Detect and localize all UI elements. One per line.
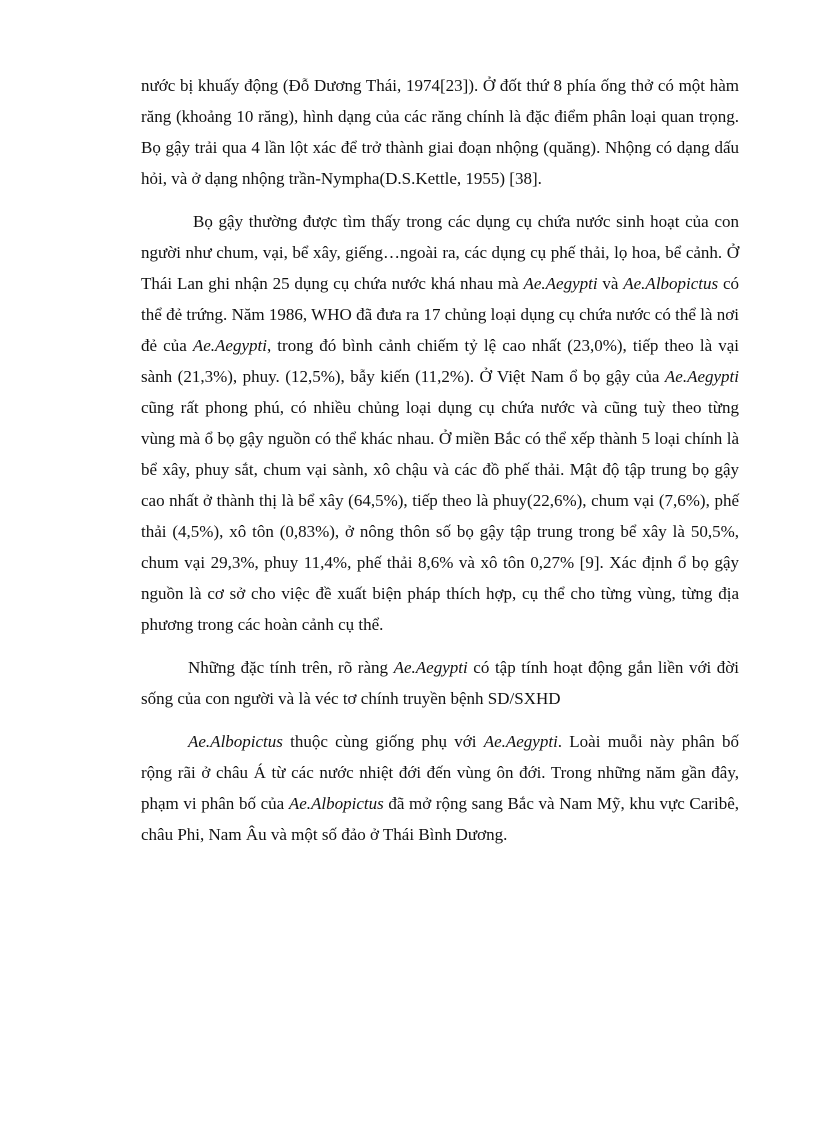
species-name: Ae.Albopictus [288, 794, 384, 813]
text-segment: cũng rất phong phú, có nhiều chủng loại dụng cụ chứa nước và cũng tuỳ theo từng vùng mà ổ bọ gậy nguồn có thể khác nhau. Ở miền Bắc có thể xếp thành 5 loại chính là bể xây, phuy sắt, chum vại sành, xô chậu và các đồ phế thải. Mật độ tập trung bọ gậy cao nhất ở thành thị là bể xây (64,5%), tiếp theo là phuy(22,6%), chum vại (7,6%), phế thải (4,5%), xô tôn (0,83%), ở nông thôn số bọ gậy tập trung trong bể xây là 50,5%, chum vại 29,3%, phuy 11,4%, phế thải 8,6% và xô tôn 0,27% [9]. Xác định ổ bọ gậy nguồn là cơ sở cho việc đề xuất biện pháp thích hợp, cụ thể cho từng vùng, từng địa phương trong các hoàn cảnh cụ thể. [141, 398, 739, 634]
species-name: Ae.Aegypti [192, 336, 267, 355]
text-segment: và [597, 274, 624, 293]
text-segment: Bọ gậy thường được tìm thấy trong các dụng cụ chứa nước sinh hoạt của con người như chum, vại, bể xây, giếng…ngoài ra, các dụng cụ phế thải, lọ hoa, bể cảnh. Ở Thái Lan ghi nhận 25 dụng cụ chứa nước khá nhau mà [141, 212, 739, 293]
text-segment: Những đặc tính trên, rõ ràng [188, 658, 394, 677]
text-segment: có tập tính hoạt động gắn liền với đời sống của con người và là véc tơ chính truyền bệnh SD/SXHD [141, 658, 739, 708]
species-name: Ae.Aegypti [483, 732, 558, 751]
paragraph-3 [141, 652, 739, 714]
species-name: Ae.Aegypti [523, 274, 598, 293]
species-name: Ae.Albopictus [623, 274, 719, 293]
text-segment: nước bị khuấy động (Đỗ Dương Thái, 1974[23]). Ở đốt thứ 8 phía ống thở có một hàm răng (khoảng 10 răng), hình dạng của các răng chính là đặc điểm phân loại quan trọng. Bọ gậy trải qua 4 lần lột xác để trở thành giai đoạn nhộng (quăng). Nhộng có dạng dấu hỏi, và ở dạng nhộng trần-Nympha(D.S.Kettle, 1955) [38]. [141, 76, 739, 188]
paragraph-2 [141, 206, 739, 640]
paragraph-4 [141, 726, 739, 850]
text-segment: có thể đẻ trứng. Năm 1986, WHO đã đưa ra 17 chủng loại dụng cụ chứa nước có thể là nơi đẻ của [141, 274, 740, 355]
species-name: Ae.Aegypti [393, 658, 468, 677]
body-text [141, 70, 739, 862]
text-segment: đã mở rộng sang Bắc và Nam Mỹ, khu vực Caribê, châu Phi, Nam Âu và một số đảo ở Thái Bình Dương. [141, 794, 739, 844]
text-segment: . Loài muỗi này phân bố rộng rãi ở châu Á từ các nước nhiệt đới đến vùng ôn đới. Trong những năm gần đây, phạm vi phân bố của [141, 732, 740, 813]
text-segment: thuộc cùng giống phụ với [282, 732, 484, 751]
species-name: Ae.Aegypti [664, 367, 739, 386]
paragraph-1 [141, 70, 739, 194]
text-segment: , trong đó bình cảnh chiếm tỷ lệ cao nhất (23,0%), tiếp theo là vại sành (21,3%), phuy. (12,5%), bẫy kiến (11,2%). Ở Việt Nam ổ bọ gậy của [141, 336, 739, 386]
species-name: Ae.Albopictus [188, 732, 283, 751]
